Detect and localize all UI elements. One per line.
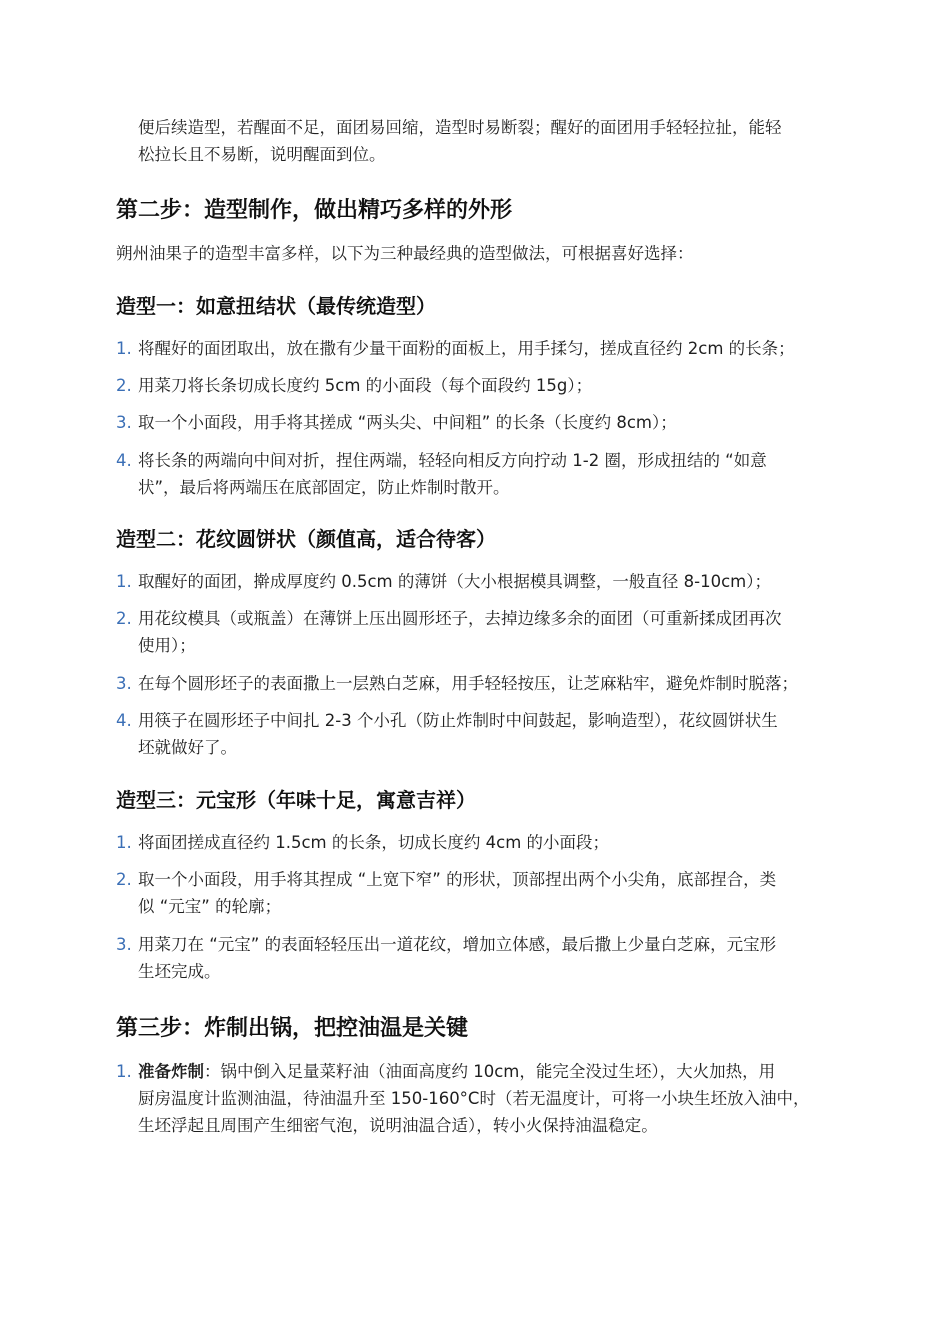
list-item-text: 使用）；: [138, 636, 196, 655]
list-item-text: 取一个小面段，用手将其搓成 “两头尖、中间粗” 的长条（长度约 8cm）；: [138, 413, 677, 432]
shape3-heading: 造型三：元宝形（年味十足，寓意吉祥）: [116, 788, 476, 812]
list-item-text-rest: ：锅中倒入足量菜籽油（油面高度约 10cm，能完全没过生坯），大火加热，用: [204, 1062, 776, 1081]
step2-intro: 朔州油果子的造型丰富多样，以下为三种最经典的造型做法，可根据喜好选择：: [116, 244, 694, 263]
list-item-text: 状”，最后将两端压在底部固定，防止炸制时散开。: [138, 478, 510, 497]
list-item: [116, 409, 836, 436]
list-item-text: 将面团搓成直径约 1.5cm 的长条，切成长度约 4cm 的小面段；: [138, 833, 610, 852]
list-item-text: 生坯完成。: [138, 962, 221, 981]
list-number: 1.: [116, 1062, 132, 1081]
list-item: [116, 670, 836, 697]
list-number: 1.: [116, 339, 132, 358]
list-number: 4.: [116, 451, 132, 470]
step2-heading: 第二步：造型制作，做出精巧多样的外形: [116, 198, 513, 223]
list-item-text: 生坯浮起且周围产生细密气泡，说明油温合适），转小火保持油温稳定。: [138, 1116, 658, 1135]
list-item-text: 将醒好的面团取出，放在撒有少量干面粉的面板上，用手揉匀，搓成直径约 2cm 的长条；: [138, 339, 795, 358]
list-item-text: 取醒好的面团，擀成厚度约 0.5cm 的薄饼（大小根据模具调整，一般直径 8-10cm）；: [138, 572, 771, 591]
list-number: 3.: [116, 413, 132, 432]
list-item-text: 用菜刀将长条切成长度约 5cm 的小面段（每个面段约 15g）；: [138, 376, 593, 395]
list-item: [116, 931, 836, 985]
bold-term: 准备炸制: [138, 1062, 204, 1081]
list-number: 2.: [116, 609, 132, 628]
list-number: 2.: [116, 376, 132, 395]
list-item-text: 坯就做好了。: [138, 738, 237, 757]
list-item: [116, 568, 836, 595]
list-item-text: 用筷子在圆形坯子中间扎 2-3 个小孔（防止炸制时中间鼓起，影响造型），花纹圆饼状生: [138, 711, 778, 730]
list-item: [116, 829, 836, 856]
shape1-heading: 造型一：如意扭结状（最传统造型）: [116, 294, 436, 318]
list-item: [116, 605, 836, 659]
list-item-text: 将长条的两端向中间对折，捏住两端，轻轻向相反方向拧动 1-2 圈，形成扭结的 “如意: [138, 451, 767, 470]
shape2-heading: 造型二：花纹圆饼状（颜值高，适合待客）: [116, 527, 496, 551]
list-number: 1.: [116, 572, 132, 591]
step3-heading: 第三步：炸制出锅，把控油温是关键: [116, 1016, 469, 1041]
list-item: [116, 1058, 836, 1139]
list-item-text: 厨房温度计监测油温，待油温升至 150-160°C时（若无温度计，可将一小块生坯放入油中，: [138, 1089, 810, 1108]
list-item-text: 取一个小面段，用手将其捏成 “上宽下窄” 的形状，顶部捏出两个小尖角，底部捏合，类: [138, 870, 777, 889]
list-number: 4.: [116, 711, 132, 730]
list-item: [116, 372, 836, 399]
list-item-text: 用菜刀在 “元宝” 的表面轻轻压出一道花纹，增加立体感，最后撒上少量白芝麻，元宝形: [138, 935, 777, 954]
list-item-text: [138, 1058, 836, 1085]
list-number: 1.: [116, 833, 132, 852]
list-number: 3.: [116, 674, 132, 693]
list-item: [116, 707, 836, 761]
list-number: 3.: [116, 935, 132, 954]
list-item: [116, 335, 836, 362]
intro-line-1: 便后续造型，若醒面不足，面团易回缩，造型时易断裂；醒好的面团用手轻轻拉扯，能轻: [138, 118, 782, 137]
list-item: [116, 866, 836, 920]
list-item-text: 在每个圆形坯子的表面撒上一层熟白芝麻，用手轻轻按压，让芝麻粘牢，避免炸制时脱落；: [138, 674, 798, 693]
list-item-text: 用花纹模具（或瓶盖）在薄饼上压出圆形坯子，去掉边缘多余的面团（可重新揉成团再次: [138, 609, 782, 628]
list-item-text: 似 “元宝” 的轮廓；: [138, 897, 282, 916]
list-item: [116, 447, 836, 501]
list-number: 2.: [116, 870, 132, 889]
intro-line-2: 松拉长且不易断，说明醒面到位。: [138, 145, 386, 164]
